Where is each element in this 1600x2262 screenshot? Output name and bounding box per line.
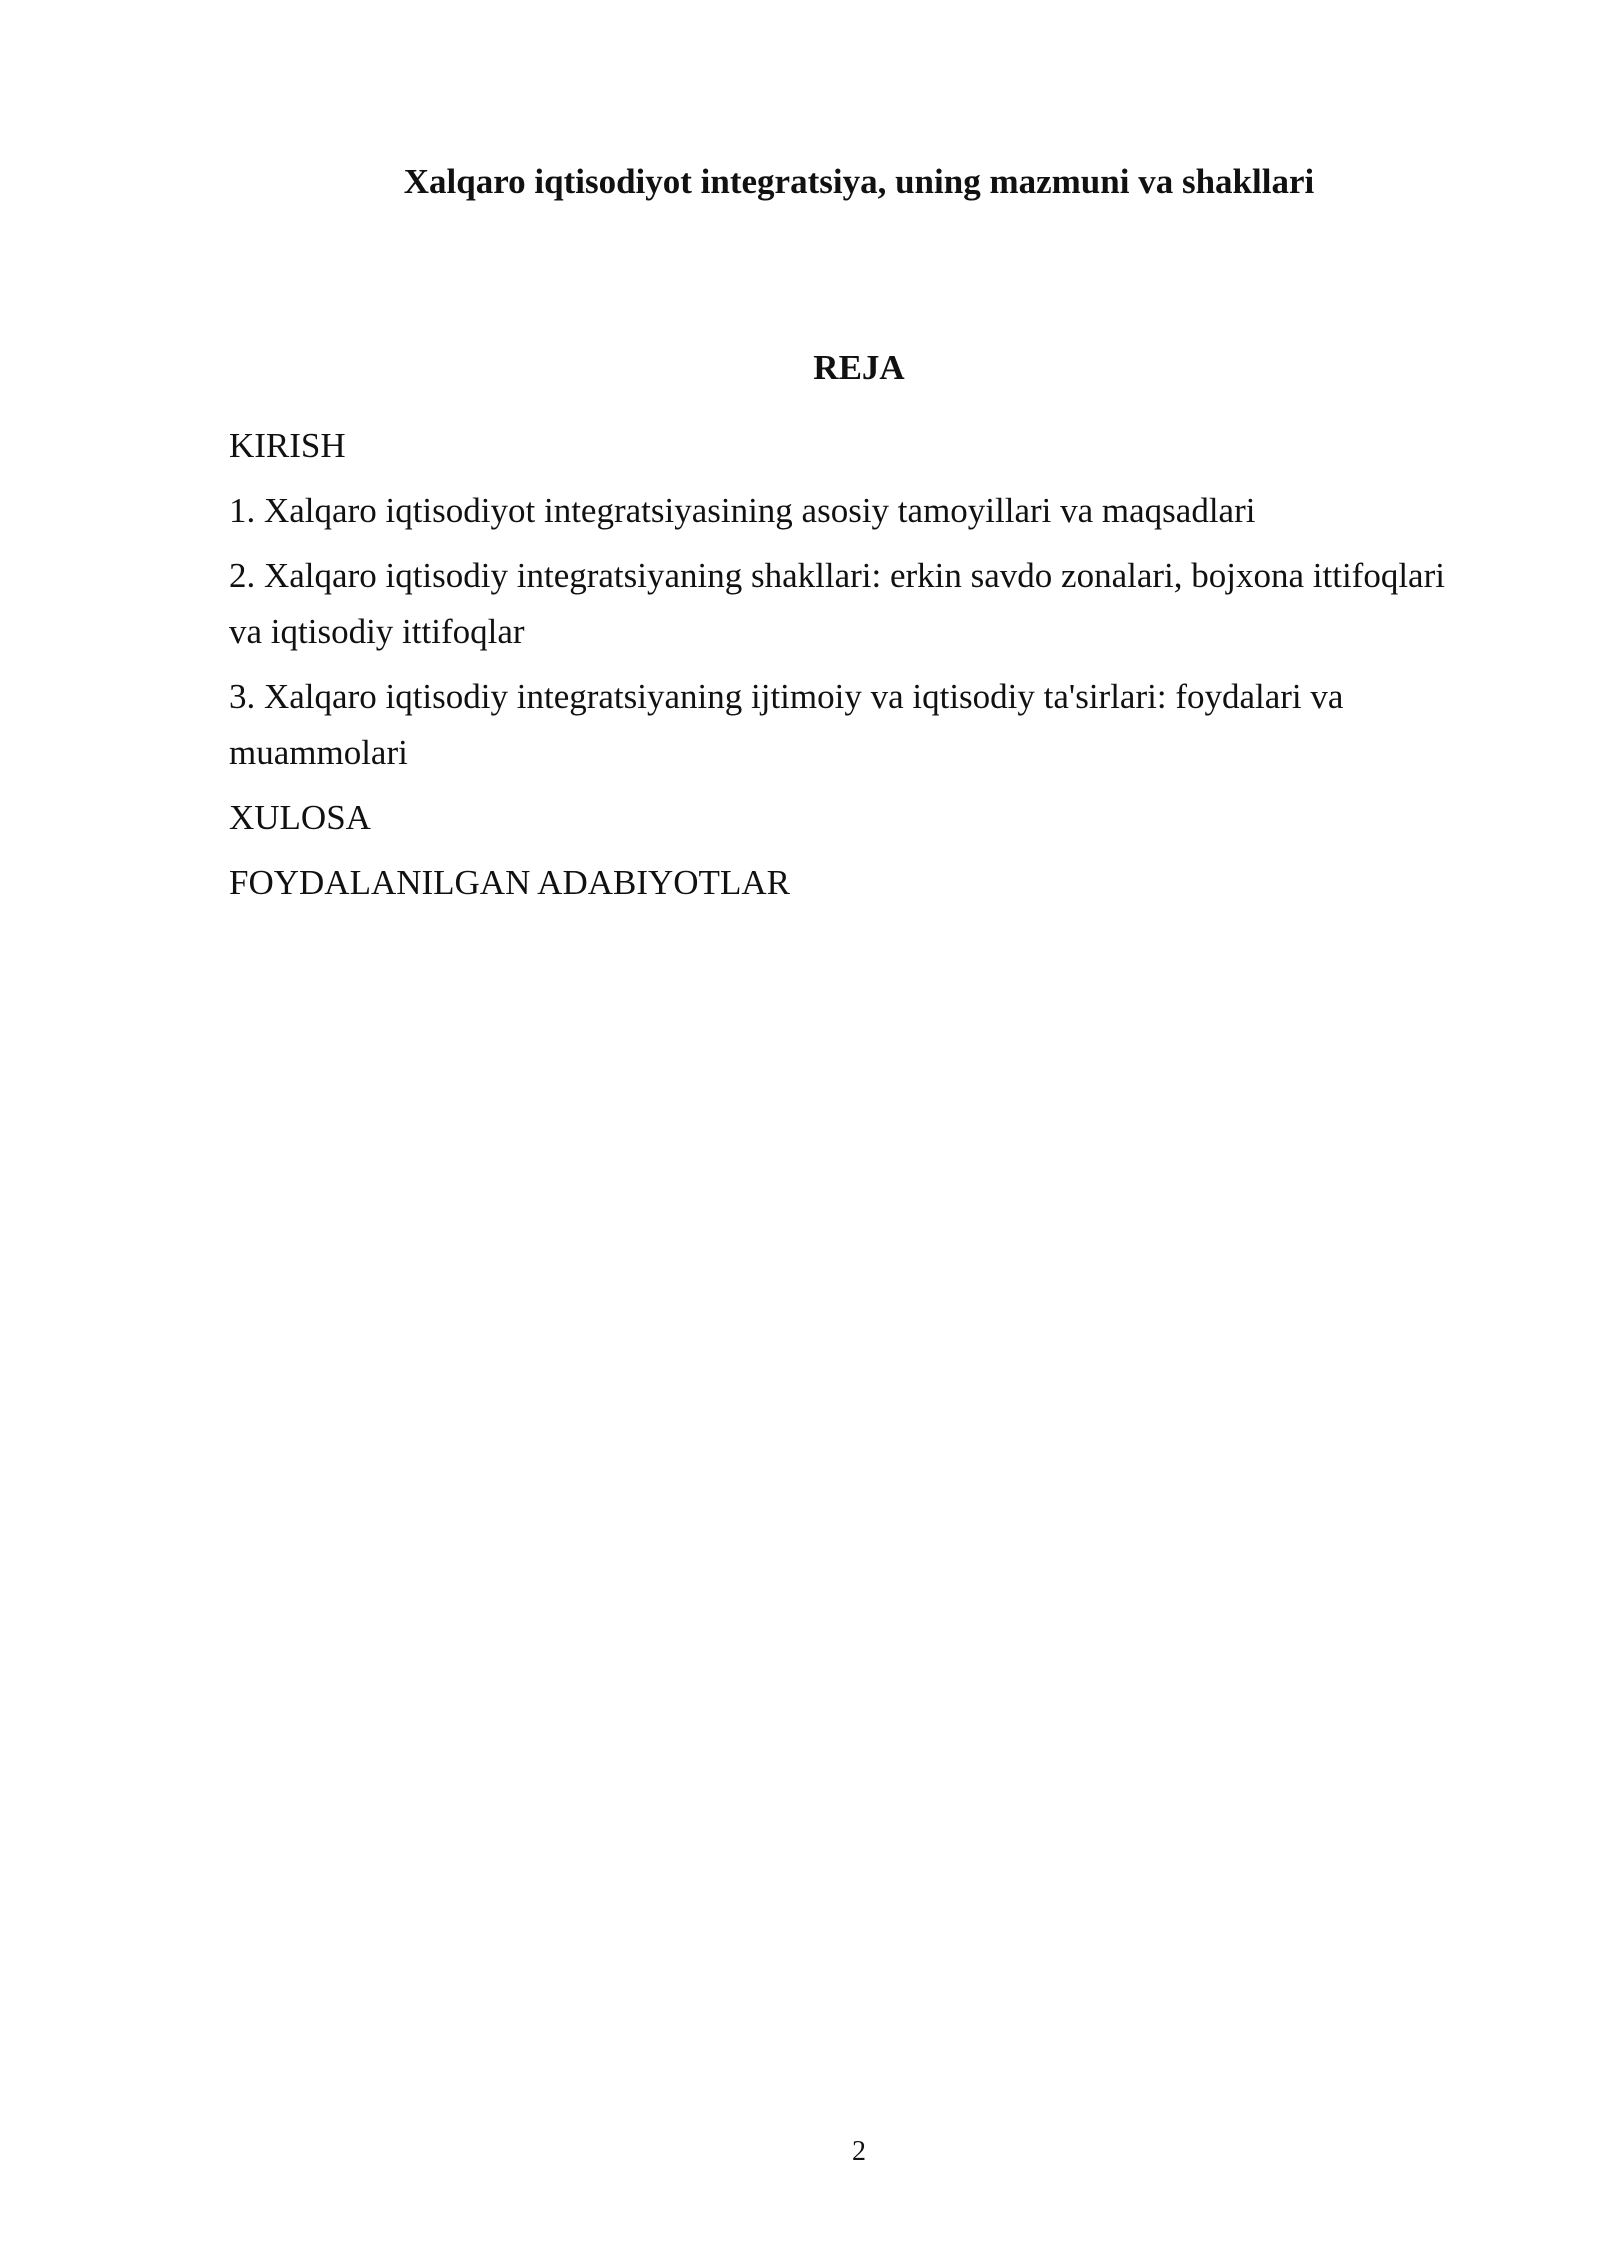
- plan-item-references: FOYDALANILGAN ADABIYOTLAR: [229, 863, 790, 902]
- plan-item-2: 2. Xalqaro iqtisodiy integratsiyaning shakllari: erkin savdo zonalari, bojxona ittifoqlari va iqtisodiy ittifoqlar: [229, 556, 1445, 651]
- plan-list: [229, 418, 1457, 920]
- document-title: Xalqaro iqtisodiyot integratsiya, uning mazmuni va shakllari: [403, 162, 1315, 201]
- page-number: 2: [852, 2136, 866, 2167]
- plan-heading: REJA: [813, 348, 905, 387]
- plan-item-1: 1. Xalqaro iqtisodiyot integratsiyasining asosiy tamoyillari va maqsadlari: [229, 491, 1256, 530]
- plan-item-intro: KIRISH: [229, 426, 346, 465]
- plan-item-3: 3. Xalqaro iqtisodiy integratsiyaning ijtimoiy va iqtisodiy ta'sirlari: foydalari va muammolari: [229, 677, 1344, 772]
- plan-item-conclusion: XULOSA: [229, 798, 371, 837]
